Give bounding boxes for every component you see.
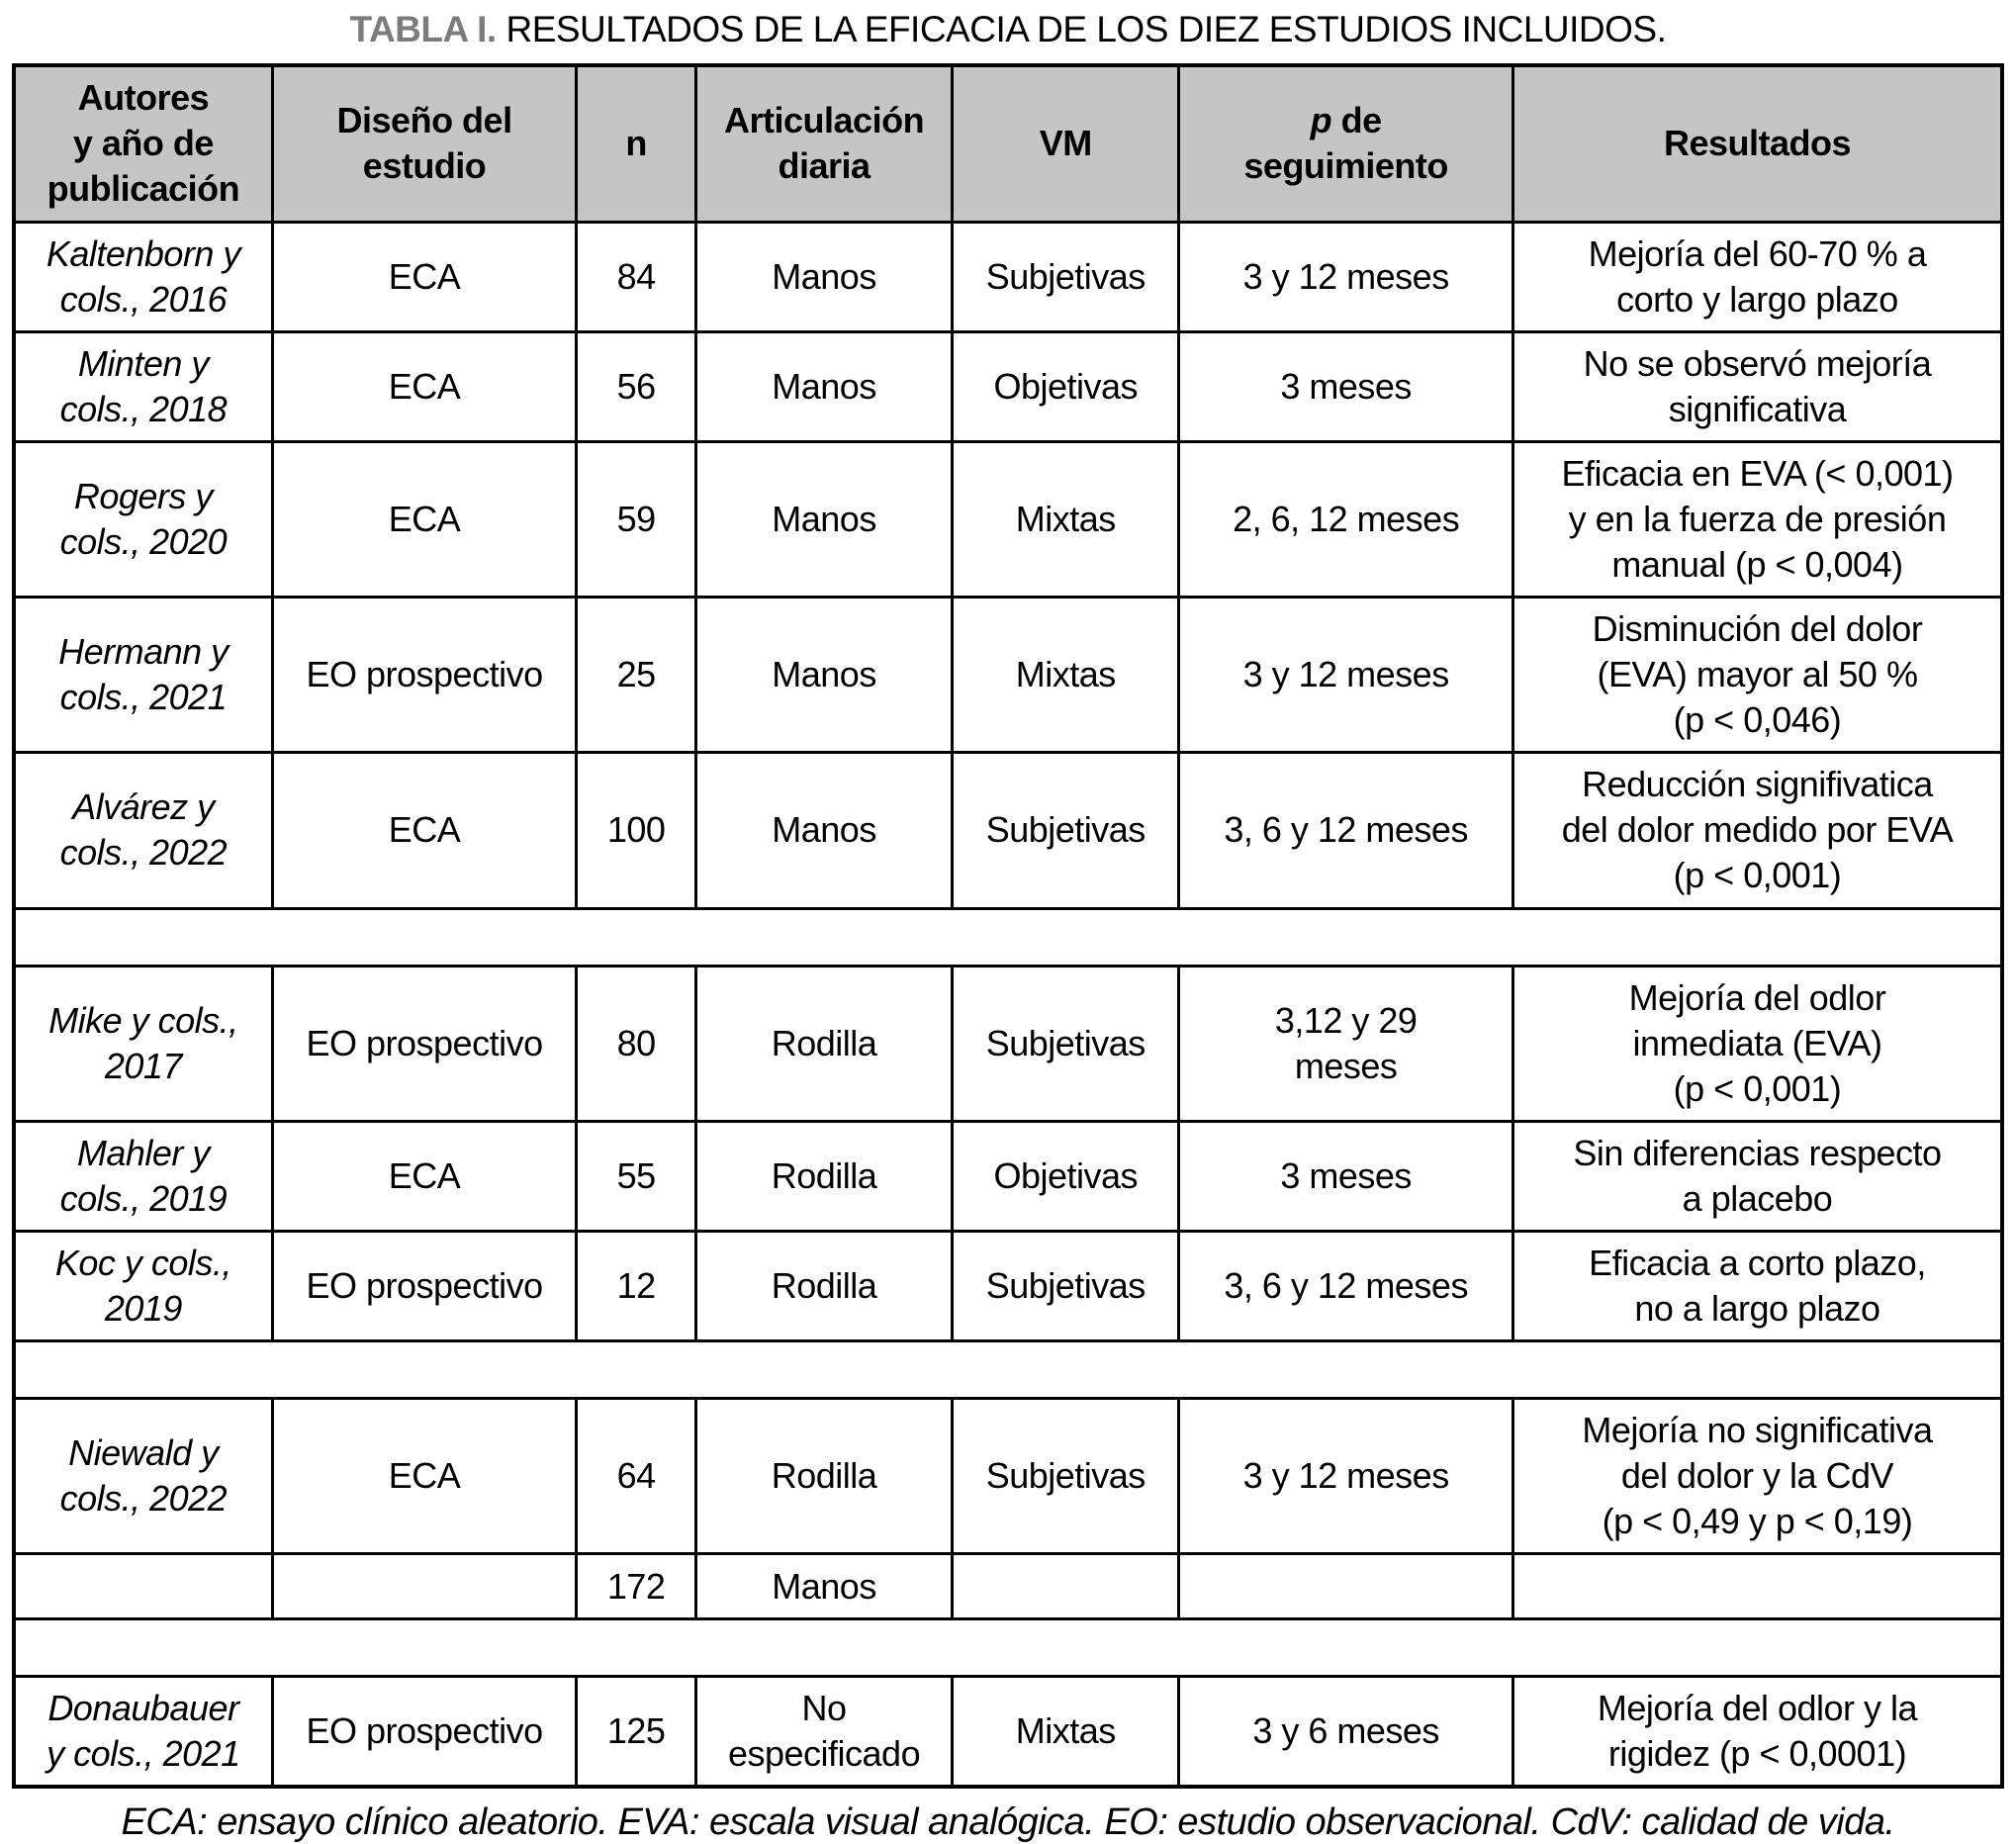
cell-n: 125	[577, 1677, 696, 1788]
cell-n: 80	[577, 966, 696, 1121]
cell-vm: Objetivas	[953, 1121, 1179, 1231]
results-table	[12, 63, 2004, 1789]
cell-joint: Rodilla	[695, 1231, 952, 1340]
cell-results: Eficacia en EVA (< 0,001) y en la fuerza de presión manual (p < 0,004)	[1512, 441, 2002, 597]
cell-design: EO prospectivo	[272, 1677, 577, 1788]
cell-n: 59	[577, 441, 696, 597]
table-title-text: RESULTADOS DE LA EFICACIA DE LOS DIEZ ESTUDIOS INCLUIDOS.	[496, 9, 1667, 49]
cell-followup: 2, 6, 12 meses	[1179, 441, 1513, 597]
cell-followup: 3, 6 y 12 meses	[1179, 753, 1513, 908]
table-row	[14, 222, 2002, 331]
cell-authors: Koc y cols., 2019	[14, 1231, 272, 1340]
cell-results: Mejoría del odlor y la rigidez (p < 0,0001)	[1512, 1677, 2002, 1788]
table-title	[0, 0, 2016, 50]
cell-n: 25	[577, 598, 696, 753]
cell-joint: Rodilla	[695, 1399, 952, 1554]
table-row	[14, 441, 2002, 597]
cell-results	[1512, 1554, 2002, 1619]
cell-authors	[14, 1554, 272, 1619]
cell-authors: Donaubauer y cols., 2021	[14, 1677, 272, 1788]
cell-joint: Rodilla	[695, 966, 952, 1121]
cell-followup	[1179, 1554, 1513, 1619]
cell-results: Mejoría del 60-70 % a corto y largo plazo	[1512, 222, 2002, 331]
cell-authors: Niewald y cols., 2022	[14, 1399, 272, 1554]
cell-followup: 3, 6 y 12 meses	[1179, 1231, 1513, 1340]
cell-joint: Manos	[695, 222, 952, 331]
col-header-vm: VM	[953, 65, 1179, 222]
cell-design: ECA	[272, 331, 577, 441]
cell-results: Mejoría no significativa del dolor y la CdV (p < 0,49 y p < 0,19)	[1512, 1399, 2002, 1554]
cell-n: 100	[577, 753, 696, 908]
cell-results: Eficacia a corto plazo, no a largo plazo	[1512, 1231, 2002, 1340]
cell-vm: Mixtas	[953, 1677, 1179, 1788]
header-row	[14, 65, 2002, 222]
cell-followup: 3 meses	[1179, 331, 1513, 441]
table-header	[14, 65, 2002, 222]
cell-vm: Mixtas	[953, 598, 1179, 753]
cell-vm	[953, 1554, 1179, 1619]
cell-results: No se observó mejoría significativa	[1512, 331, 2002, 441]
cell-design: ECA	[272, 753, 577, 908]
cell-joint: Manos	[695, 441, 952, 597]
table-body	[14, 222, 2002, 1787]
cell-followup: 3,12 y 29 meses	[1179, 966, 1513, 1121]
cell-authors: Mahler y cols., 2019	[14, 1121, 272, 1231]
table-row	[14, 598, 2002, 753]
col-header-authors: Autores y año de publicación	[14, 65, 272, 222]
cell-results: Disminución del dolor (EVA) mayor al 50 % (p < 0,046)	[1512, 598, 2002, 753]
cell-authors: Kaltenborn y cols., 2016	[14, 222, 272, 331]
spacer-row	[14, 908, 2002, 966]
table-row	[14, 1399, 2002, 1554]
cell-design	[272, 1554, 577, 1619]
cell-n: 64	[577, 1399, 696, 1554]
cell-design: ECA	[272, 1399, 577, 1554]
cell-n: 55	[577, 1121, 696, 1231]
col-header-design: Diseño del estudio	[272, 65, 577, 222]
cell-joint: Manos	[695, 598, 952, 753]
cell-followup: 3 y 6 meses	[1179, 1677, 1513, 1788]
cell-joint: No especificado	[695, 1677, 952, 1788]
spacer-row	[14, 1341, 2002, 1399]
cell-vm: Subjetivas	[953, 1399, 1179, 1554]
cell-followup: 3 y 12 meses	[1179, 1399, 1513, 1554]
cell-vm: Objetivas	[953, 331, 1179, 441]
cell-n: 12	[577, 1231, 696, 1340]
spacer-row	[14, 1619, 2002, 1677]
cell-vm: Subjetivas	[953, 222, 1179, 331]
cell-followup: 3 y 12 meses	[1179, 222, 1513, 331]
cell-authors: Mike y cols., 2017	[14, 966, 272, 1121]
cell-results: Reducción signifivatica del dolor medido por EVA (p < 0,001)	[1512, 753, 2002, 908]
cell-authors: Alvárez y cols., 2022	[14, 753, 272, 908]
cell-vm: Subjetivas	[953, 753, 1179, 908]
partial-row	[14, 1554, 2002, 1619]
cell-authors: Hermann y cols., 2021	[14, 598, 272, 753]
footnote: ECA: ensayo clínico aleatorio. EVA: escala visual analógica. EO: estudio observacional. CdV: calidad de vida.	[121, 1801, 1895, 1844]
table-row	[14, 331, 2002, 441]
cell-results: Sin diferencias respecto a placebo	[1512, 1121, 2002, 1231]
cell-followup: 3 meses	[1179, 1121, 1513, 1231]
cell-design: EO prospectivo	[272, 598, 577, 753]
table-row	[14, 1677, 2002, 1788]
table-row	[14, 1231, 2002, 1340]
cell-vm: Mixtas	[953, 441, 1179, 597]
cell-design: EO prospectivo	[272, 1231, 577, 1340]
table-title-tag: TABLA I.	[349, 9, 497, 49]
cell-results: Mejoría del odlor inmediata (EVA) (p < 0,001)	[1512, 966, 2002, 1121]
cell-joint: Rodilla	[695, 1121, 952, 1231]
table-row	[14, 753, 2002, 908]
cell-n: 172	[577, 1554, 696, 1619]
col-header-followup: p de seguimiento	[1179, 65, 1513, 222]
col-header-joint: Articulación diaria	[695, 65, 952, 222]
spacer-cell	[14, 908, 2002, 966]
spacer-cell	[14, 1341, 2002, 1399]
cell-design: ECA	[272, 1121, 577, 1231]
cell-n: 84	[577, 222, 696, 331]
cell-followup: 3 y 12 meses	[1179, 598, 1513, 753]
cell-joint: Manos	[695, 331, 952, 441]
cell-authors: Minten y cols., 2018	[14, 331, 272, 441]
cell-design: EO prospectivo	[272, 966, 577, 1121]
col-header-results: Resultados	[1512, 65, 2002, 222]
cell-design: ECA	[272, 441, 577, 597]
cell-vm: Subjetivas	[953, 1231, 1179, 1340]
cell-design: ECA	[272, 222, 577, 331]
cell-joint: Manos	[695, 1554, 952, 1619]
cell-n: 56	[577, 331, 696, 441]
col-header-n: n	[577, 65, 696, 222]
table-row	[14, 1121, 2002, 1231]
cell-joint: Manos	[695, 753, 952, 908]
cell-vm: Subjetivas	[953, 966, 1179, 1121]
spacer-cell	[14, 1619, 2002, 1677]
cell-authors: Rogers y cols., 2020	[14, 441, 272, 597]
table-row	[14, 966, 2002, 1121]
